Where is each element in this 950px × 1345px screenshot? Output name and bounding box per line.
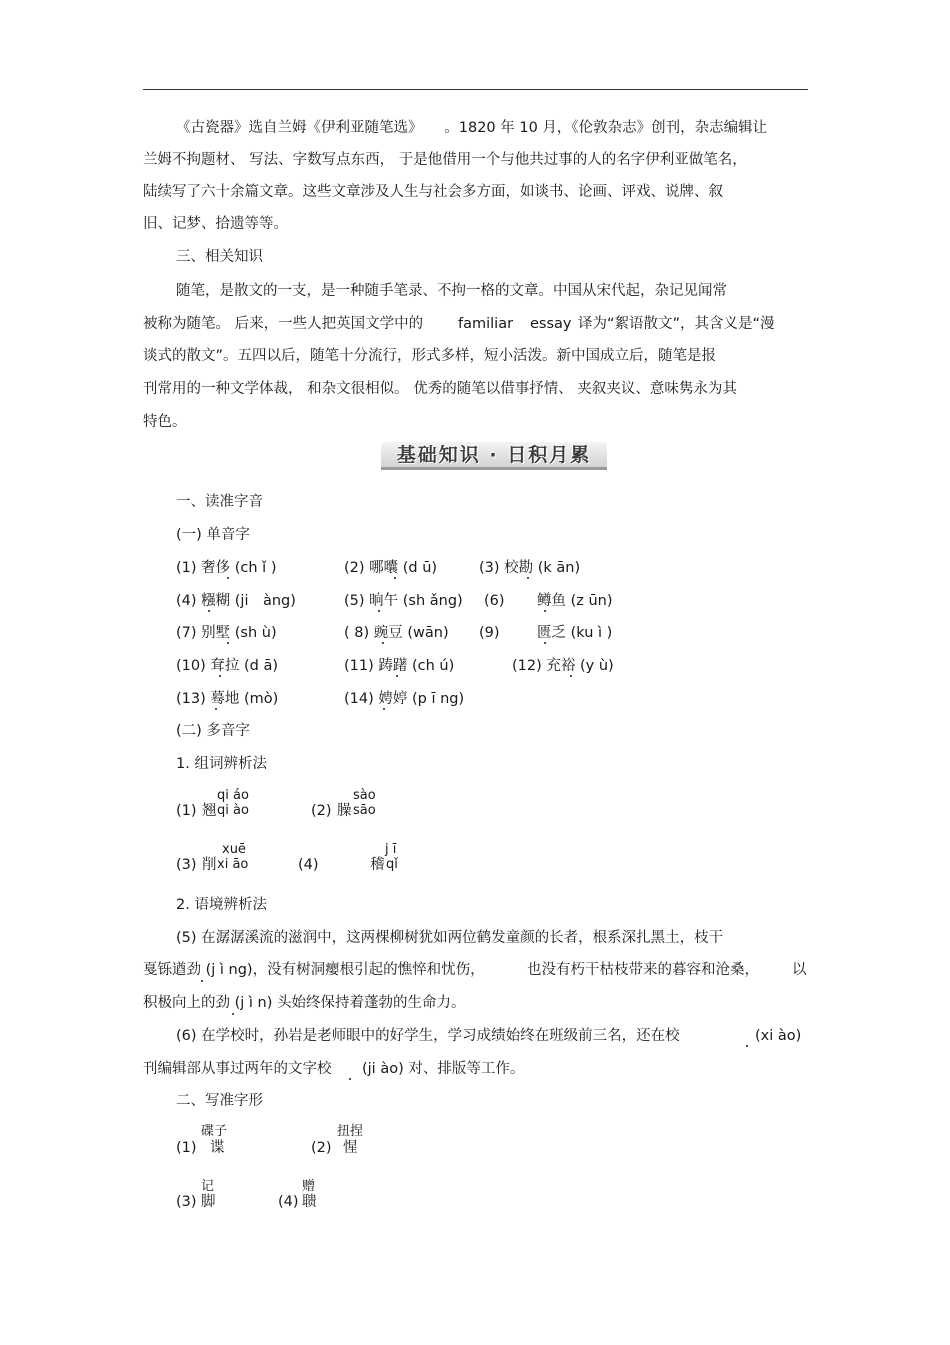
sentence-5-line-2c: 以 [792, 962, 807, 978]
pinyin-bottom: sāo [353, 803, 376, 818]
emphasis-dot [201, 980, 203, 982]
poly-item-3-number: (3) [176, 857, 197, 873]
emphasis-dot [544, 610, 546, 612]
pinyin-top: sào [353, 788, 376, 803]
related-line-2d: 译为“絮语散文”，其含义是“漫 [578, 316, 775, 332]
related-line-1: 随笔，是散文的一支，是一种随手笔录、不拘一格的文章。中国从宋代起，杂记见闻常 [176, 283, 727, 299]
pinyin-bottom: xi āo [217, 857, 249, 872]
method-2-heading: 2. 语境辨析法 [176, 897, 267, 913]
glyph-item-4-number: (4) [278, 1194, 299, 1210]
glyph-top: 赠 [302, 1179, 316, 1194]
banner-underline [381, 467, 607, 470]
item-7: (7) 别墅 (sh ù) [176, 625, 277, 641]
emphasis-dot [232, 1013, 234, 1015]
item-2: (2) 哪囔 (d ū) [344, 560, 438, 576]
emphasis-dot [227, 577, 229, 579]
glyph-item-2-char: 惺 [343, 1140, 358, 1156]
glyph-top: 碟子 [201, 1124, 228, 1139]
pinyin-bottom: qǐ [386, 857, 398, 872]
item-8: ( 8) 豌豆 (wān) [344, 625, 449, 641]
pinyin-top: j ī [385, 842, 397, 857]
single-sound-heading: (一) 单音字 [176, 527, 250, 543]
item-4: (4) 糨糊 (ji àng) [176, 593, 296, 609]
sentence-6-line-1: (6) 在学校时，孙岩是老师眼中的好学生，学习成绩始终在班级前三名，还在校 [176, 1028, 680, 1044]
section2-heading: 二、写准字形 [176, 1093, 263, 1109]
emphasis-dot [383, 708, 385, 710]
emphasis-dot [544, 642, 546, 644]
item-13: (13) 蓦地 (mò) [176, 691, 279, 707]
related-line-3: 谈式的散文”。五四以后，随笔十分流行，形式多样，短小活泼。新中国成立后，随笔是报 [143, 348, 717, 364]
intro-line-2: 兰姆不拘题材、 写法、字数写点东西， 于是他借用一个与他共过事的人的名字伊利亚做笔名， [143, 152, 747, 168]
glyph-item-1-number: (1) [176, 1140, 197, 1156]
emphasis-dot [382, 642, 384, 644]
sentence-5-line-2a: 戛铄遒劲 (j ì ng)，没有树洞瘿根引起的憔悴和忧伤， [143, 962, 485, 978]
poly-item-2-number: (2) [311, 803, 332, 819]
emphasis-dot [208, 610, 210, 612]
related-line-5: 特色。 [143, 414, 187, 430]
item-11: (11) 踌躇 (ch ú) [344, 658, 455, 674]
emphasis-dot [219, 675, 221, 677]
glyph-top: 记 [201, 1179, 215, 1194]
item-1: (1) 奢侈 (ch ǐ ) [176, 560, 277, 576]
emphasis-dot [527, 577, 529, 579]
intro-line-4: 旧、记梦、拾遗等等。 [143, 216, 288, 232]
sentence-5-line-1: (5) 在潺潺溪流的滋润中，这两棵柳树犹如两位鹤发童颜的长者，根系深扎黑土，枝干 [176, 930, 724, 946]
item-9: 匮乏 (ku ì ) [537, 625, 613, 641]
related-line-2b: familiar [458, 316, 514, 332]
sentence-5-line-3: 积极向上的劲 (j ì n) 头始终保持着蓬勃的生命力。 [143, 995, 466, 1011]
banner-title: 基础知识 · 日积月累 [396, 444, 592, 466]
pinyin-top: qi áo [217, 788, 249, 803]
section-banner [381, 440, 607, 472]
polyphone-heading: (二) 多音字 [176, 723, 250, 739]
glyph-item-4-char: 聩 [302, 1194, 317, 1210]
header-rule [143, 89, 808, 90]
poly-item-2-char: 臊 [337, 803, 352, 819]
glyph-top: 扭捏 [337, 1124, 364, 1139]
item-3: (3) 校勘 (k ān) [479, 560, 581, 576]
item-12: (12) 充裕 (y ù) [512, 658, 614, 674]
item-9-number: (9) [479, 625, 500, 641]
emphasis-dot [746, 1045, 748, 1047]
sentence-6-line-2a: 刊编辑部从事过两年的文字校 [143, 1061, 332, 1077]
pinyin-bottom: qi ào [217, 803, 249, 818]
emphasis-dot [349, 1078, 351, 1080]
section1-heading: 一、读准字音 [176, 494, 263, 510]
related-line-2c: essay [530, 316, 572, 332]
poly-item-1-number: (1) [176, 803, 197, 819]
emphasis-dot [227, 642, 229, 644]
sentence-6-line-2b: (ji ào) 对、排版等工作。 [362, 1061, 525, 1077]
related-heading: 三、相关知识 [176, 249, 263, 265]
item-10: (10) 耷拉 (d ā) [176, 658, 278, 674]
emphasis-dot [215, 708, 217, 710]
sentence-6-pinyin: (xi ào) [755, 1028, 802, 1044]
poly-item-4-char: 稽 [370, 857, 385, 873]
related-line-2a: 被称为随笔。 后来，一些人把英国文学中的 [143, 316, 424, 332]
poly-item-1-char: 翘 [202, 803, 217, 819]
intro-line-3: 陆续写了六十余篇文章。这些文章涉及人生与社会多方面，如谈书、论画、评戏、说牌、叙 [143, 184, 723, 200]
related-line-4: 刊常用的一种文学体裁， 和杂文很相似。 优秀的随笔以借事抒情、 夹叙夹议、意味隽永为其 [143, 381, 737, 397]
glyph-item-3-char: 脚 [201, 1194, 216, 1210]
glyph-item-2-number: (2) [311, 1140, 332, 1156]
item-14: (14) 娉婷 (p ī ng) [344, 691, 465, 707]
pinyin-top: xuē [222, 842, 246, 857]
glyph-item-1-char: 谍 [210, 1140, 225, 1156]
item-6-number: (6) [484, 593, 505, 609]
emphasis-dot [570, 675, 572, 677]
item-5: (5) 晌午 (sh ǎng) [344, 593, 463, 609]
intro-line-1: 《古瓷器》选自兰姆《伊利亚随笔选》 。1820 年 10 月，《伦敦杂志》创刊，杂志编辑让 [176, 120, 768, 136]
emphasis-dot [396, 675, 398, 677]
poly-item-4-number: (4) [298, 857, 319, 873]
emphasis-dot [394, 577, 396, 579]
item-6: 鳟鱼 (z ūn) [537, 593, 613, 609]
emphasis-dot [378, 610, 380, 612]
glyph-item-3-number: (3) [176, 1194, 197, 1210]
method-1-heading: 1. 组词辨析法 [176, 756, 267, 772]
poly-item-3-char: 削 [202, 857, 217, 873]
sentence-5-line-2b: 也没有朽干枯枝带来的暮容和沧桑， [527, 962, 759, 978]
